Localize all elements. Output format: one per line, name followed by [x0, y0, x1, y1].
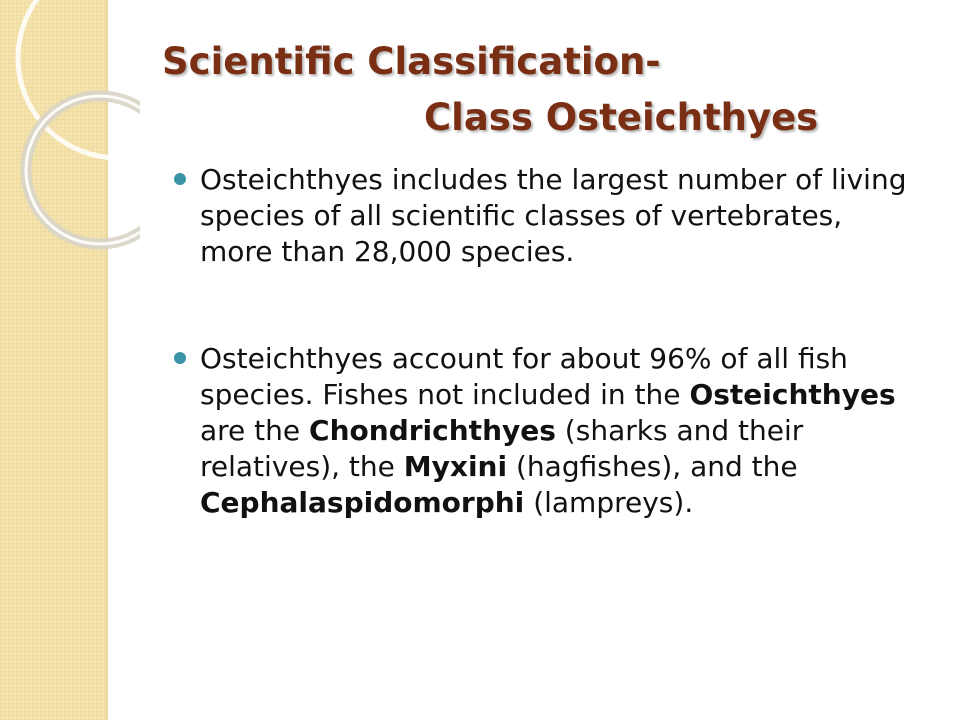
bullet-bold-term: Chondrichthyes — [309, 414, 556, 447]
slide-title — [162, 34, 922, 146]
bullet-item — [174, 162, 914, 270]
bullet-dot-icon — [174, 352, 186, 364]
bullet-dot-icon — [174, 173, 186, 185]
bullet-text — [200, 342, 896, 519]
bullet-list — [174, 162, 914, 557]
bullet-text-run: (hagfishes), and the — [507, 450, 798, 483]
decorative-rings — [0, 0, 140, 260]
bullet-text-run: (sharks and their relatives), the — [200, 414, 804, 483]
small-ring-outer — [26, 96, 140, 244]
bullet-text-run: Osteichthyes account for about 96% of all fish species. Fishes not included in the — [200, 342, 848, 411]
bullet-bold-term: Cephalaspidomorphi — [200, 486, 525, 519]
bullet-bold-term: Osteichthyes — [689, 378, 896, 411]
bullet-text-run: are the — [200, 414, 310, 447]
bullet-text-run: Osteichthyes includes the largest number of living species of all scientific classes of vertebrates, more than 28,000 species. — [200, 163, 907, 268]
title-line-1: Scientific Classification- — [162, 40, 661, 83]
title-line-2: Class Osteichthyes — [424, 96, 819, 139]
bullet-text — [200, 163, 906, 268]
bullet-bold-term: Myxini — [403, 450, 508, 483]
bullet-text-run: (lampreys). — [524, 486, 694, 519]
bullet-item — [174, 341, 914, 521]
